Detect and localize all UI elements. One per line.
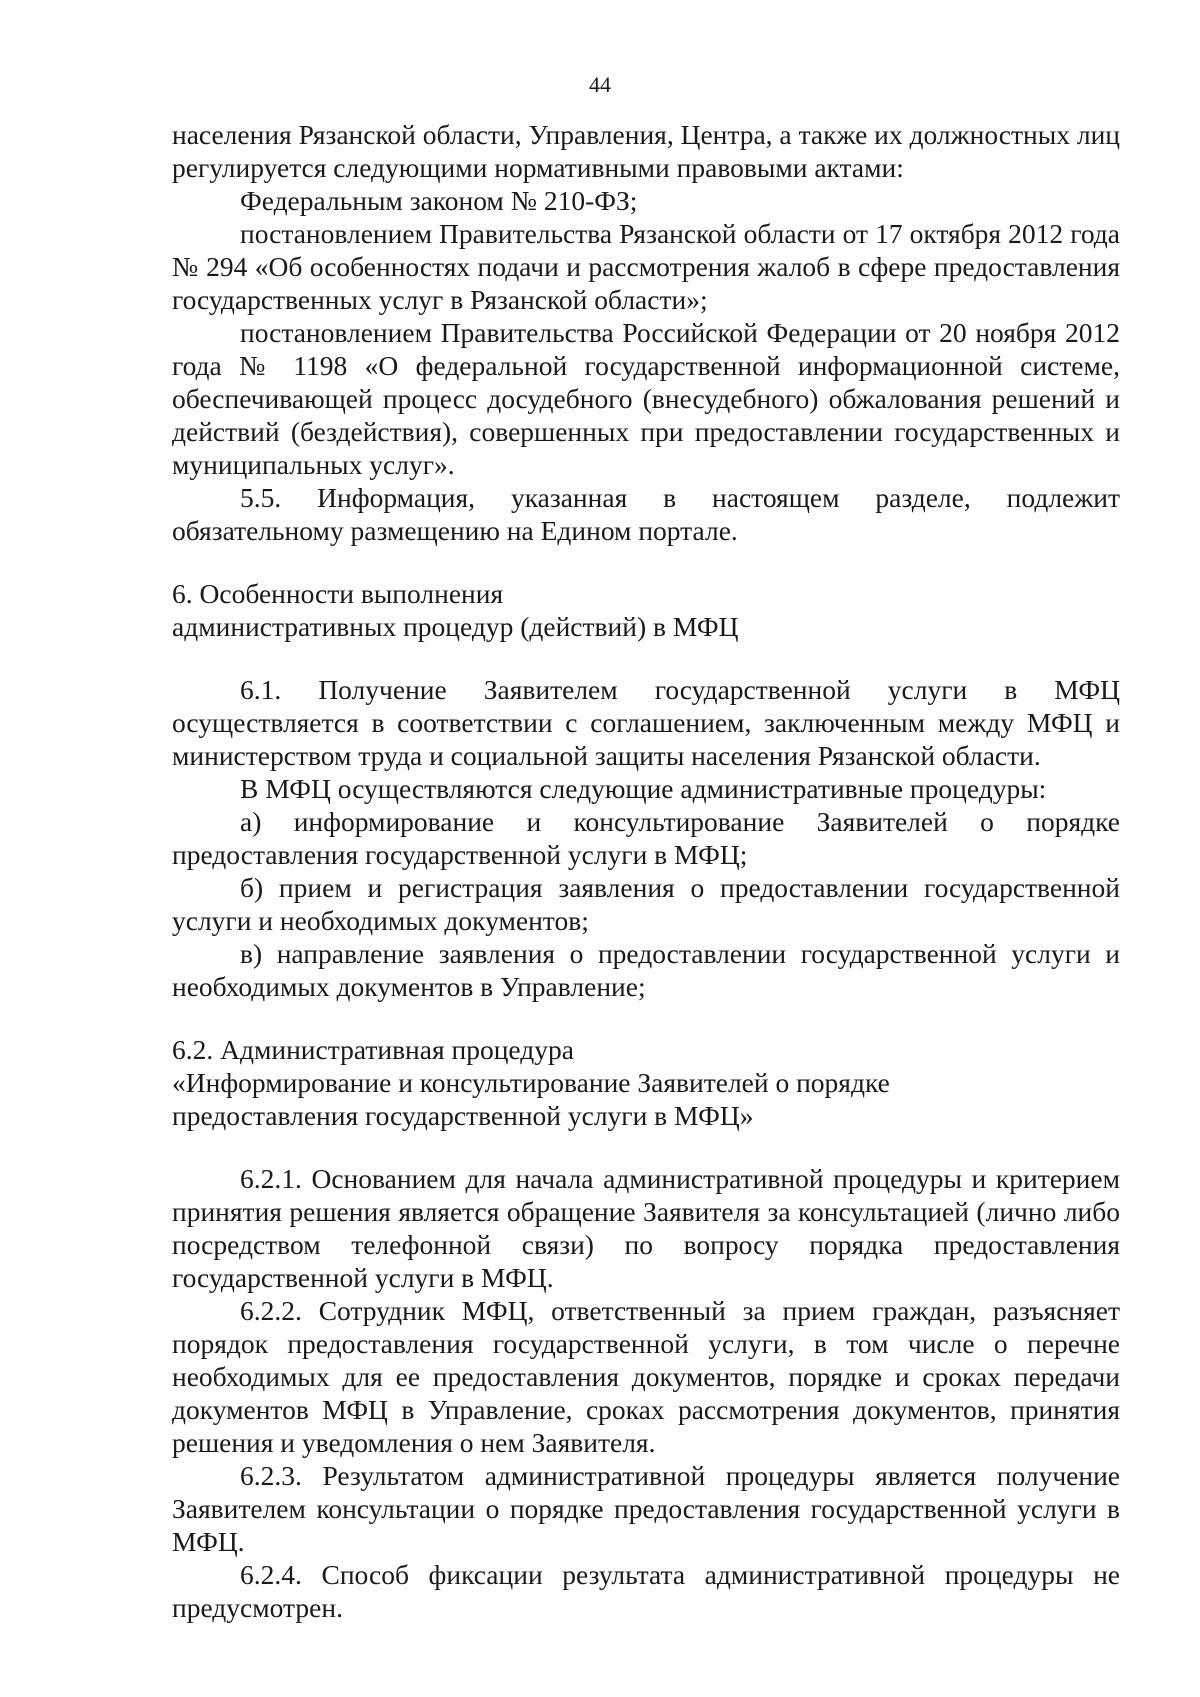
paragraph: постановлением Правительства Рязанской области от 17 октября 2012 года № 294 «Об особенностях подачи и рассмотрения жалоб в сфере предоставления государственных услуг в Рязанской области»; [172,218,1120,315]
paragraph: Федеральным законом № 210-ФЗ; [240,185,638,216]
paragraph: постановлением Правительства Российской Федерации от 20 ноября 2012 года № 1198 «О федеральной государственной информационной системе, обеспечивающей процесс досудебного (внесудебного) обжалования решений и действий (бездействия), совершенных при предоставлении государственных и муниципальных услуг». [172,317,1120,480]
paragraph: 6.2.2. Сотрудник МФЦ, ответственный за прием граждан, разъясняет порядок предоставления государственной услуги, в том числе о перечне необходимых для ее предоставления документов, порядке и сроках передачи документов МФЦ в Управление, сроках рассмотрения документов, принятия решения и уведомления о нем Заявителя. [172,1295,1120,1458]
paragraph: 6.2.1. Основанием для начала административной процедуры и критерием принятия решения является обращение Заявителя за консультацией (лично либо посредством телефонной связи) по вопросу порядка предоставления государственной услуги в МФЦ. [172,1163,1120,1293]
paragraph: населения Рязанской области, Управления, Центра, а также их должностных лиц регулируется следующими нормативными правовыми актами: [172,119,1120,183]
section-6-heading-line2: административных процедур (действий) в МФЦ [172,611,739,642]
paragraph: а) информирование и консультирование Заявителей о порядке предоставления государственной услуги в МФЦ; [172,806,1120,870]
paragraph: 5.5. Информация, указанная в настоящем разделе, подлежит обязательному размещению на Едином портале. [172,482,1120,546]
section-6-2-heading-line2: «Информирование и консультирование Заявителей о порядке [172,1067,890,1098]
section-6-2-heading-line3: предоставления государственной услуги в МФЦ» [172,1100,754,1131]
paragraph: в) направление заявления о предоставлении государственной услуги и необходимых документов в Управление; [172,938,1120,1002]
page-number: 44 [589,72,611,97]
paragraph: б) прием и регистрация заявления о предоставлении государственной услуги и необходимых документов; [172,872,1120,936]
paragraph: В МФЦ осуществляются следующие административные процедуры: [240,773,1047,804]
section-6-2-heading-line1: 6.2. Административная процедура [172,1034,574,1065]
section-6-heading-line1: 6. Особенности выполнения [172,578,504,609]
paragraph: 6.1. Получение Заявителем государственной услуги в МФЦ осуществляется в соответствии с соглашением, заключенным между МФЦ и министерством труда и социальной защиты населения Рязанской области. [172,674,1120,771]
document-body [172,118,1120,1624]
paragraph: 6.2.4. Способ фиксации результата административной процедуры не предусмотрен. [172,1559,1120,1623]
paragraph: 6.2.3. Результатом административной процедуры является получение Заявителем консультации о порядке предоставления государственной услуги в МФЦ. [172,1460,1120,1557]
